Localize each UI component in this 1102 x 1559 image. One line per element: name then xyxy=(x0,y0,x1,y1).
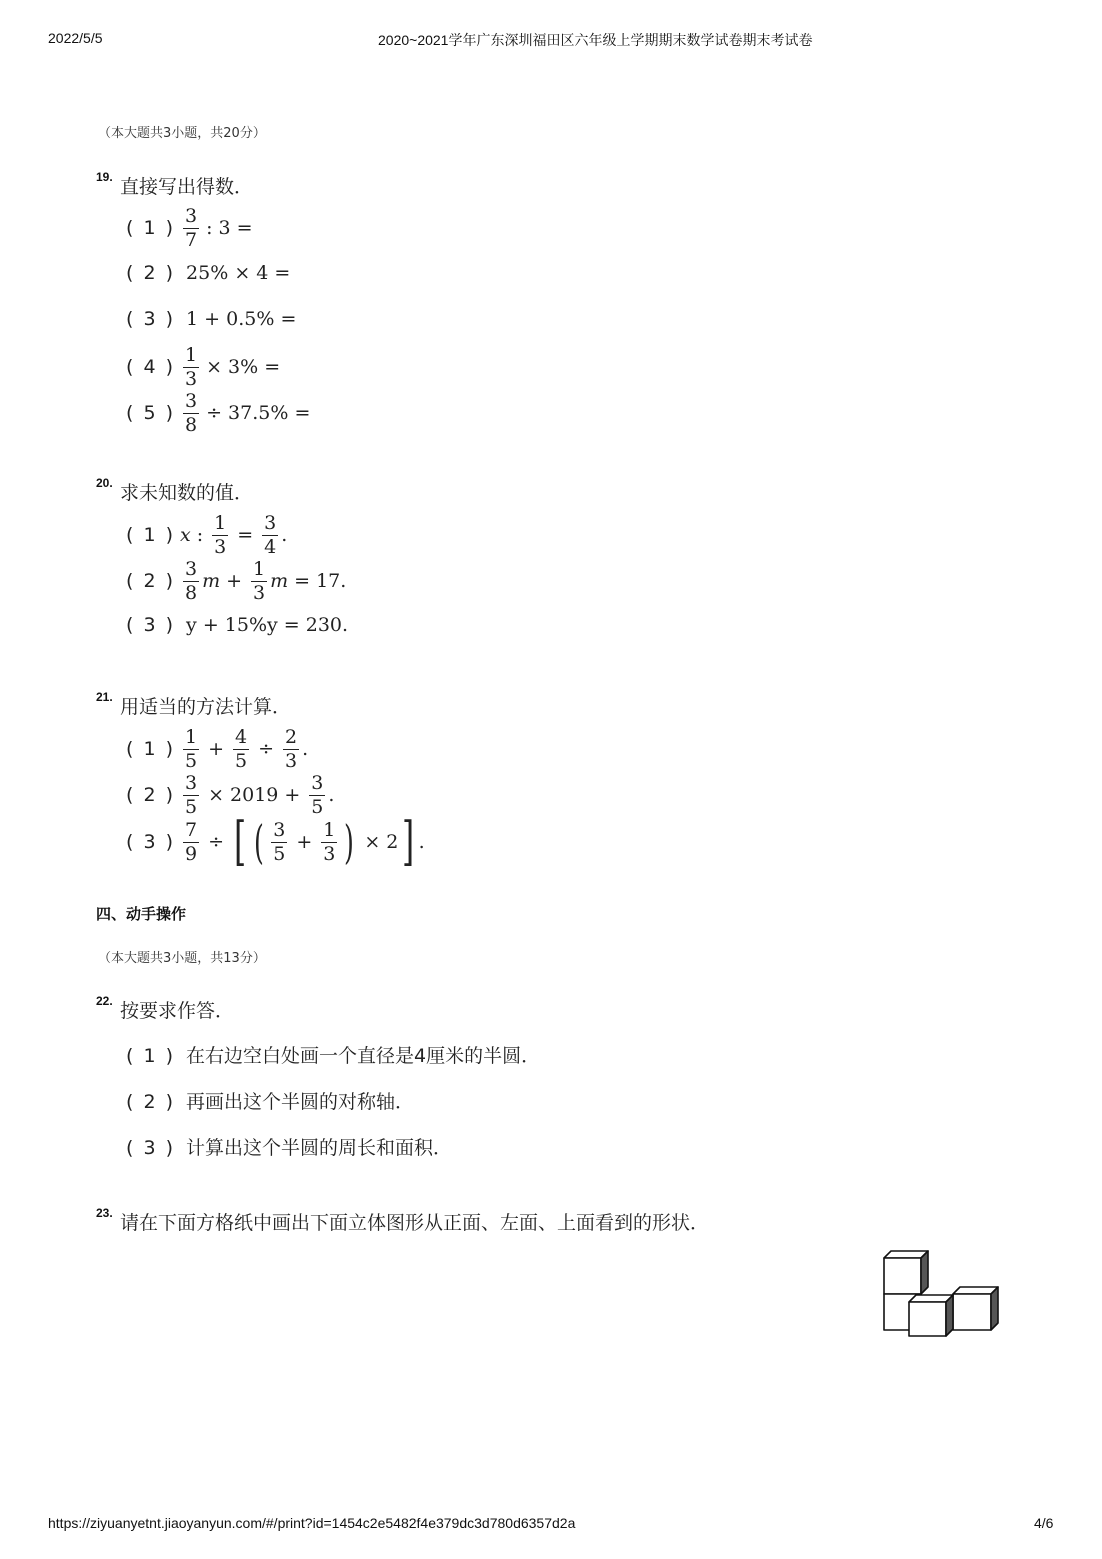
math-expression: $\frac{3}{5}$ × 2019 + $\frac{3}{5}$ . xyxy=(185,771,335,818)
item-label: ( 2 ) xyxy=(126,570,175,592)
question-number: 21. xyxy=(96,690,113,704)
item-text: 在右边空白处画一个直径是4厘米的半圆． xyxy=(186,1045,541,1067)
question-number: 20. xyxy=(96,476,113,490)
item-text: 计算出这个半圆的周长和面积． xyxy=(186,1137,453,1159)
question-text: 请在下面方格纸中画出下面立体图形从正面、左面、上面看到的形状． xyxy=(120,1212,710,1234)
question-text: 用适当的方法计算． xyxy=(120,696,292,718)
q21-item-1 xyxy=(126,725,308,773)
q19-item-5 xyxy=(126,390,310,436)
item-label: ( 1 ) xyxy=(126,524,175,546)
print-url: https://ziyuanyetnt.jiaoyanyun.com/#/print?id=1454c2e5482f4e379dc3d780d6357d2a xyxy=(48,1515,576,1531)
math-expression: $\frac{1}{5}$ + $\frac{4}{5}$ ÷ $\frac{2}{3}$ . xyxy=(185,725,309,772)
question-number: 22. xyxy=(96,994,113,1008)
q22-item-1 xyxy=(126,1041,540,1068)
question-number: 19. xyxy=(96,170,113,184)
math-expression: $\frac{7}{9}$ ÷ [ ( $\frac{3}{5}$ + $\frac{1}{3}$ ) × 2 ] . xyxy=(185,812,425,872)
math-expression: $\frac{3}{8}$ ÷ 37.5% = xyxy=(185,389,311,436)
section-note: （本大题共3小题，共20分） xyxy=(98,126,266,141)
section-note: （本大题共3小题，共13分） xyxy=(98,951,266,966)
item-label: ( 2 ) xyxy=(126,262,175,284)
q22-item-3 xyxy=(126,1133,452,1160)
math-expression: x : $\frac{1}{3}$ = $\frac{3}{4}$ . xyxy=(180,511,288,558)
item-label: ( 3 ) xyxy=(126,614,175,636)
item-label: ( 3 ) xyxy=(126,831,175,853)
item-label: ( 1 ) xyxy=(126,738,175,760)
item-label: ( 3 ) xyxy=(126,1137,175,1159)
item-label: ( 1 ) xyxy=(126,1045,175,1067)
math-expression: $\frac{3}{7}$ : 3 = xyxy=(185,204,253,251)
q20-item-1 xyxy=(126,511,287,559)
print-date: 2022/5/5 xyxy=(48,30,103,46)
q19-item-4 xyxy=(126,344,280,390)
question-text: 按要求作答． xyxy=(120,1000,235,1022)
q21-item-3 xyxy=(126,814,425,870)
item-label: ( 4 ) xyxy=(126,356,175,378)
item-text: 再画出这个半圆的对称轴． xyxy=(186,1091,415,1113)
q19-item-3 xyxy=(126,308,296,330)
question-text: 求未知数的值． xyxy=(120,482,254,504)
math-expression: 1 + 0.5% = xyxy=(186,308,297,330)
item-label: ( 1 ) xyxy=(126,217,175,239)
math-expression: $\frac{3}{8}$ m + $\frac{1}{3}$ m = 17. xyxy=(185,557,347,604)
math-expression: y + 15%y = 230. xyxy=(186,614,349,636)
question-text: 直接写出得数． xyxy=(120,176,254,198)
q21-item-2 xyxy=(126,771,334,819)
item-label: ( 3 ) xyxy=(126,308,175,330)
q22-item-2 xyxy=(126,1087,414,1114)
cube-stack-figure xyxy=(876,1246,1008,1342)
page-title: 2020~2021学年广东深圳福田区六年级上学期期末数学试卷期末考试卷 xyxy=(378,32,813,48)
q20-item-2 xyxy=(126,557,346,605)
q19-item-2 xyxy=(126,262,290,284)
math-expression: 25% × 4 = xyxy=(186,262,291,284)
item-label: ( 2 ) xyxy=(126,784,175,806)
q20-item-3 xyxy=(126,614,348,636)
question-number: 23. xyxy=(96,1206,113,1220)
item-label: ( 5 ) xyxy=(126,402,175,424)
math-expression: $\frac{1}{3}$ × 3% = xyxy=(185,343,281,390)
item-label: ( 2 ) xyxy=(126,1091,175,1113)
page-number: 4/6 xyxy=(1034,1515,1054,1531)
q19-item-1 xyxy=(126,205,253,251)
section-title: 四、动手操作 xyxy=(96,905,187,923)
